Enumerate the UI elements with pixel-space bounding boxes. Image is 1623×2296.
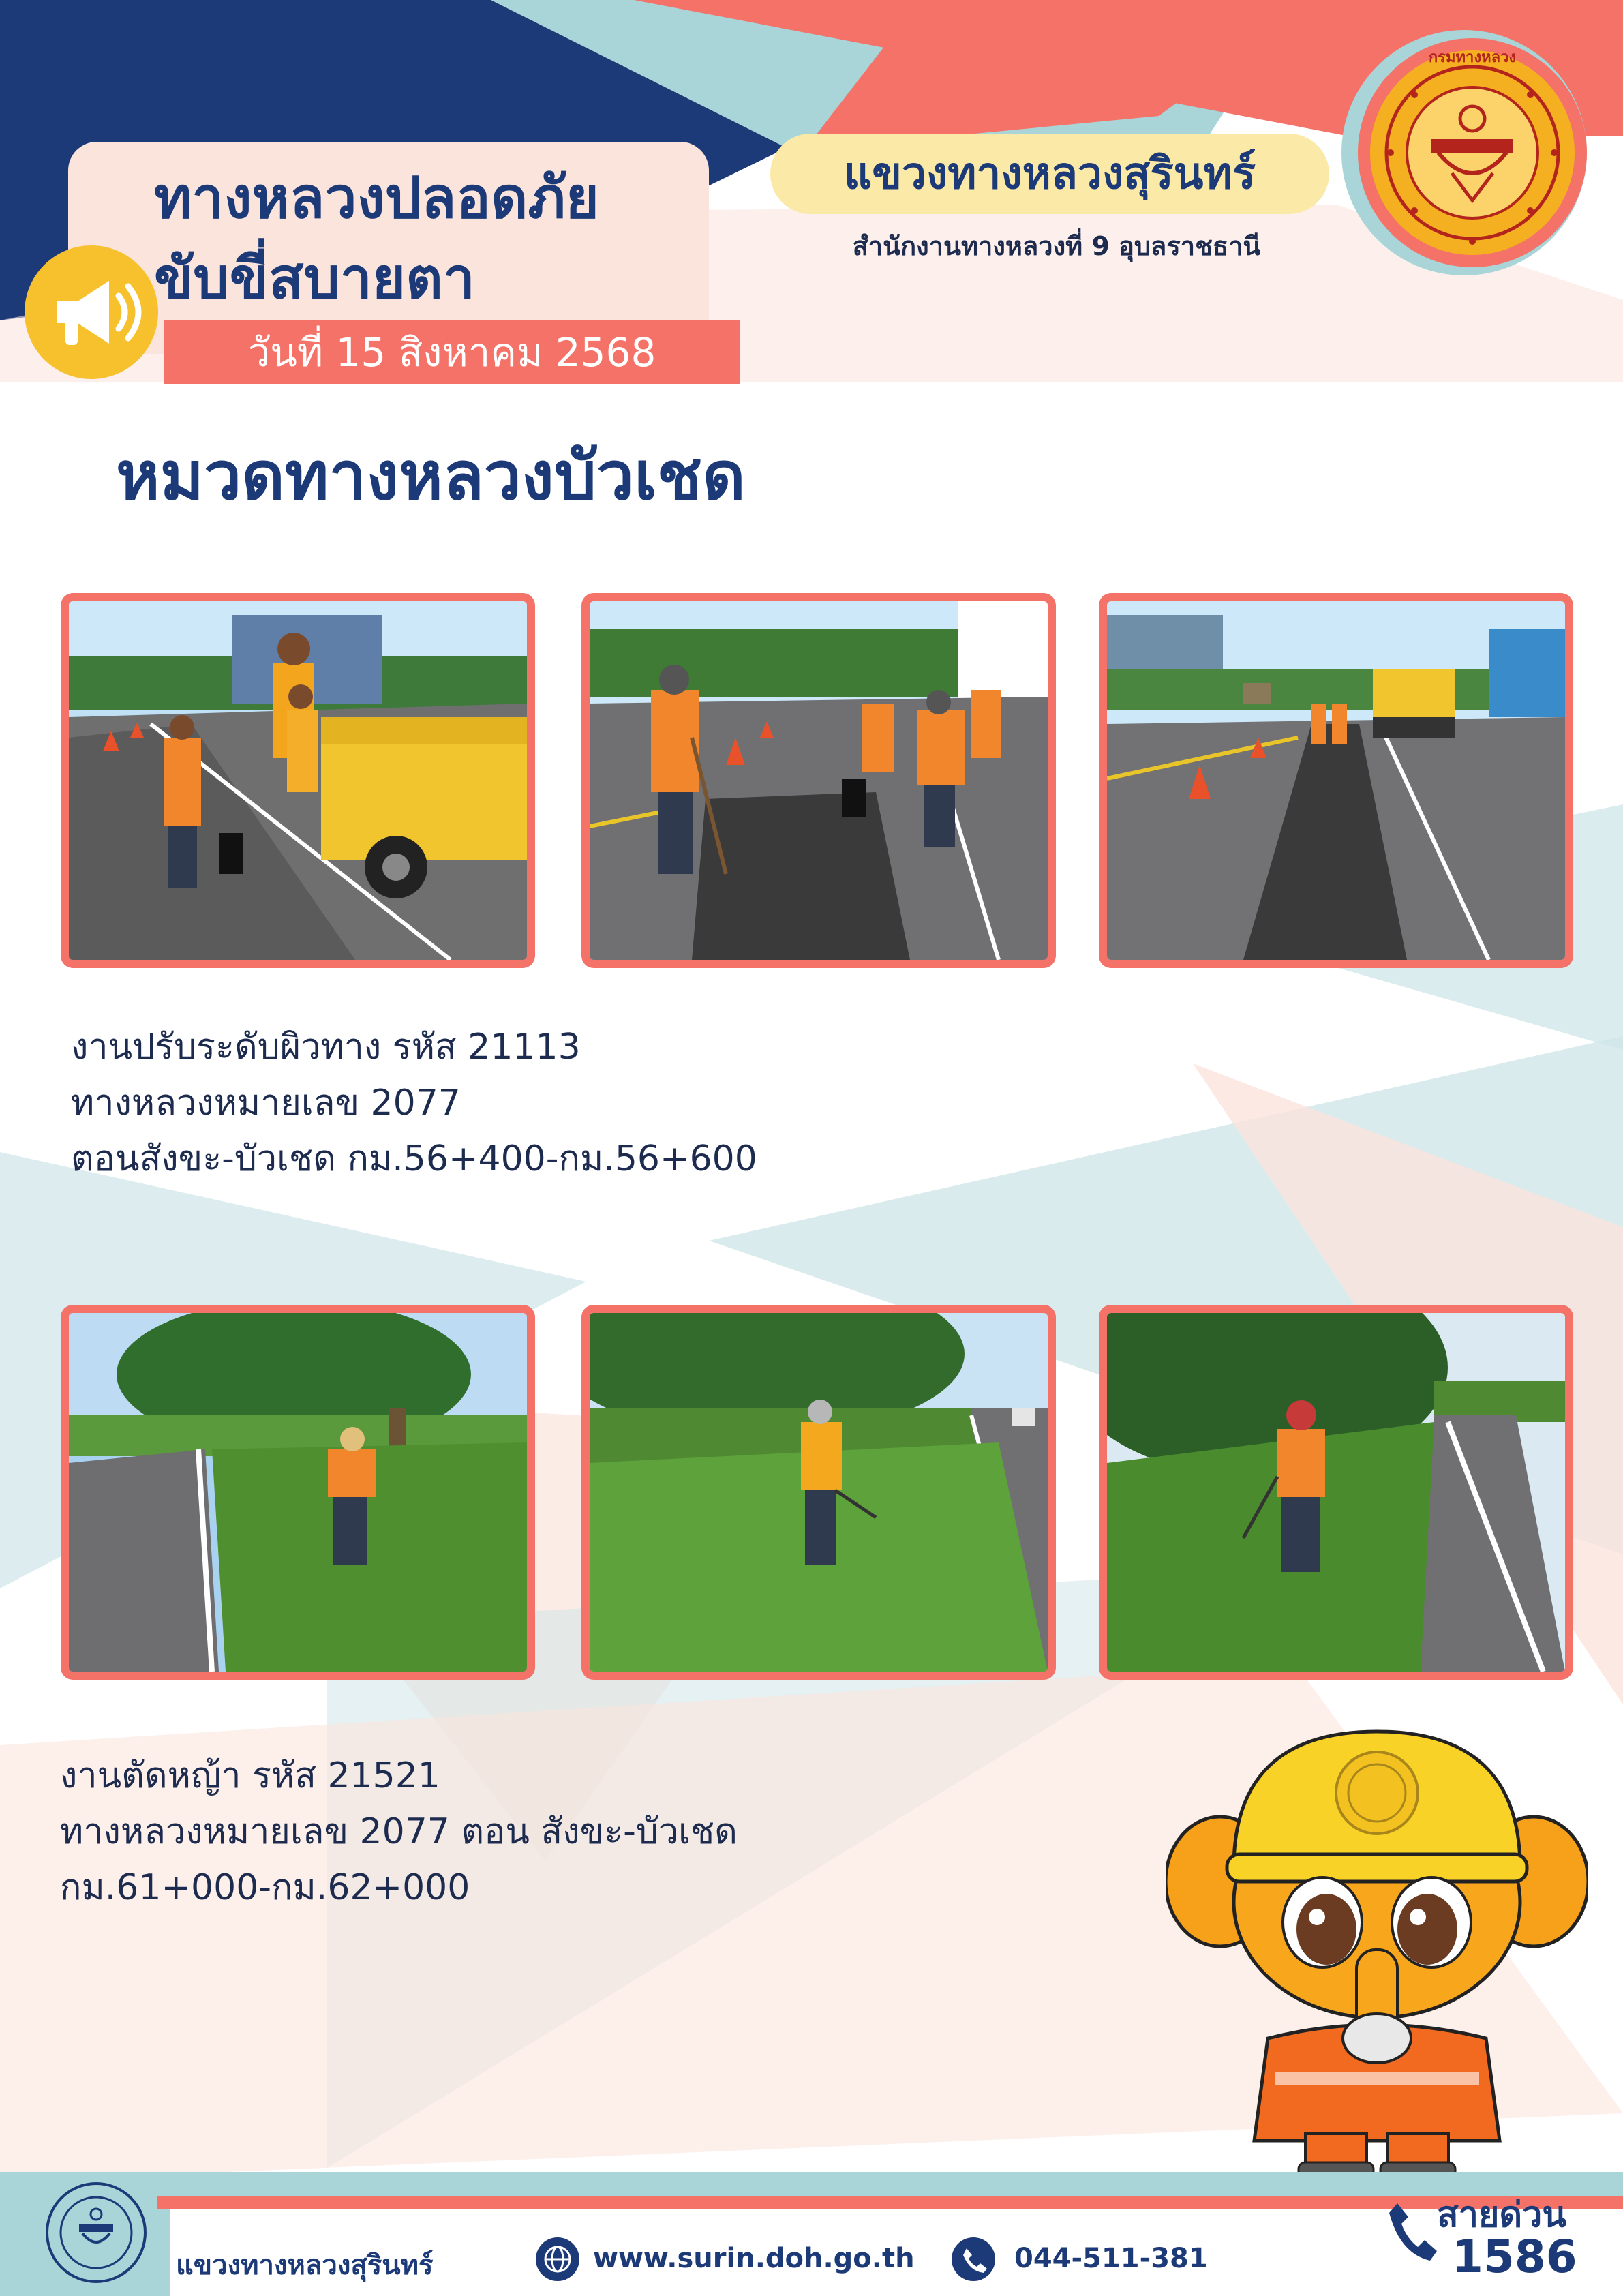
photo-leveling-1 — [61, 593, 535, 968]
caption-work1-line1: งานปรับระดับผิวทาง รหัส 21113 — [71, 1027, 581, 1068]
phone-icon — [952, 2237, 995, 2281]
mascot-icon — [1166, 1718, 1588, 2181]
page-title-line1: ทางหลวงปลอดภัย — [154, 164, 599, 231]
date-banner: วันที่ 15 สิงหาคม 2568 — [164, 320, 740, 384]
doh-seal-icon — [1356, 37, 1588, 269]
hotline-number[interactable]: 1586 — [1452, 2231, 1577, 2283]
photo-leveling-2 — [581, 593, 1056, 968]
hotline-label: สายด่วน — [1437, 2194, 1566, 2235]
agency-subtitle: สำนักงานทางหลวงที่ 9 อุบลราชธานี — [852, 231, 1261, 261]
photo-grass-2 — [581, 1305, 1056, 1680]
footer-phone[interactable]: 044-511-381 — [1014, 2243, 1208, 2274]
globe-icon — [536, 2237, 579, 2281]
photo-grass-3 — [1099, 1305, 1573, 1680]
caption-work2-line3: กม.61+000-กม.62+000 — [60, 1867, 470, 1908]
page-title-line2: ขับขี่สบายตา — [154, 245, 475, 312]
caption-work1-line2: ทางหลวงหมายเลข 2077 — [71, 1083, 461, 1123]
photo-leveling-3 — [1099, 593, 1573, 968]
seal-text: กรมทางหลวง — [1428, 49, 1517, 66]
hotline-phone-icon — [1384, 2198, 1438, 2280]
footer-seal-icon — [45, 2181, 147, 2284]
footer-website-link[interactable]: www.surin.doh.go.th — [593, 2243, 915, 2274]
photo-grass-1 — [61, 1305, 535, 1680]
caption-work1-line3: ตอนสังขะ-บัวเชด กม.56+400-กม.56+600 — [71, 1138, 757, 1179]
agency-name-pill: แขวงทางหลวงสุรินทร์ — [770, 134, 1329, 214]
section-title: หมวดทางหลวงบัวเชด — [116, 438, 746, 515]
caption-work2-line1: งานตัดหญ้า รหัส 21521 — [60, 1755, 440, 1796]
caption-work2-line2: ทางหลวงหมายเลข 2077 ตอน สังขะ-บัวเชด — [60, 1811, 738, 1852]
megaphone-icon — [25, 245, 158, 379]
footer-agency: แขวงทางหลวงสุรินทร์ — [176, 2250, 434, 2281]
